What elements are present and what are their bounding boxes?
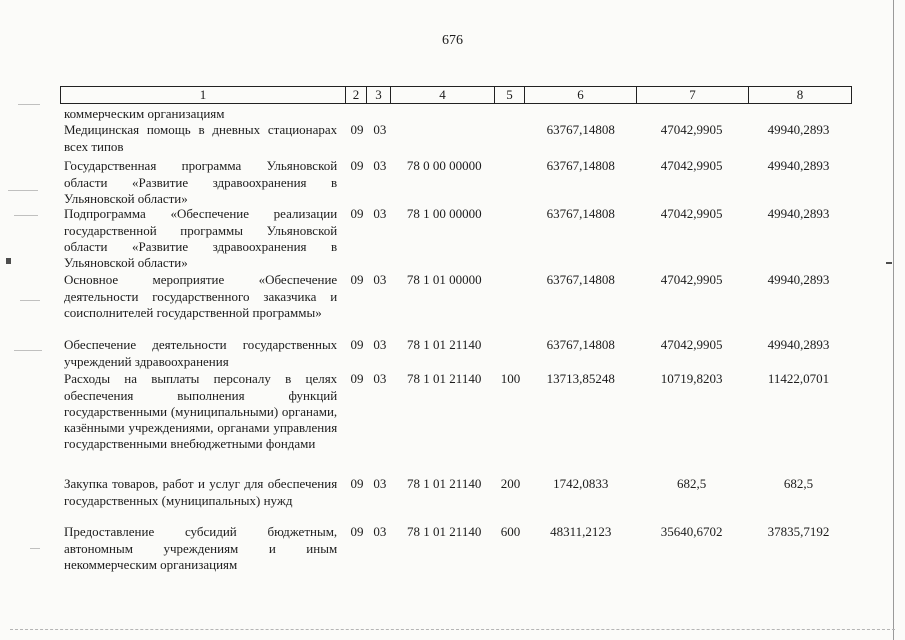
page-edge-bottom [10, 629, 895, 631]
row-rz: 09 [350, 337, 364, 353]
scan-artifact [14, 350, 42, 351]
table-row [60, 106, 850, 122]
row-pr: 03 [373, 524, 387, 540]
row-value-8: 49940,2893 [767, 122, 830, 138]
row-pr: 03 [373, 272, 387, 288]
scan-artifact [30, 548, 40, 549]
table-row [60, 272, 850, 337]
row-pr: 03 [373, 337, 387, 353]
row-name: Медицинская помощь в дневных стационарах всех типов [64, 122, 338, 154]
header-cell: 4 [391, 87, 495, 103]
row-value-7: 47042,9905 [660, 122, 723, 138]
row-value-8: 682,5 [783, 476, 814, 492]
header-cell: 3 [367, 87, 391, 103]
row-pr: 03 [373, 158, 387, 174]
row-value-8: 37835,7192 [767, 524, 830, 540]
row-value-6: 63767,14808 [546, 206, 615, 222]
row-value-8: 11422,0701 [767, 371, 830, 387]
row-value-6: 63767,14808 [546, 272, 615, 288]
row-rz: 09 [350, 206, 364, 222]
table-row [60, 337, 850, 369]
row-value-8: 49940,2893 [767, 158, 830, 174]
row-value-7: 47042,9905 [660, 272, 723, 288]
row-csr: 78 1 01 21140 [407, 371, 482, 387]
row-pr: 03 [373, 122, 387, 138]
table-row [60, 122, 850, 154]
row-name: коммерческим организациям [64, 106, 225, 121]
row-name: Закупка товаров, работ и услуг для обеспечения государственных (муниципальных) нужд [64, 476, 338, 508]
row-rz: 09 [350, 122, 364, 138]
row-rz: 09 [350, 158, 364, 174]
row-value-8: 49940,2893 [767, 272, 830, 288]
row-value-8: 49940,2893 [767, 337, 830, 353]
row-value-6: 48311,2123 [550, 524, 612, 540]
row-value-6: 1742,0833 [553, 476, 609, 492]
header-cell: 1 [61, 87, 346, 103]
header-cell: 7 [637, 87, 749, 103]
table-row [60, 371, 850, 476]
row-pr: 03 [373, 371, 387, 387]
scan-artifact [20, 300, 40, 301]
header-cell: 6 [525, 87, 637, 103]
row-vr: 600 [500, 524, 521, 540]
row-name: Подпрограмма «Обеспечение реализации государственной программы Ульяновской области «Развитие здравоохранения в Ульяновской области» [64, 206, 338, 271]
row-value-7: 47042,9905 [660, 206, 723, 222]
table-row [60, 158, 850, 206]
row-value-6: 63767,14808 [546, 158, 615, 174]
scan-artifact [18, 104, 40, 105]
row-csr: 78 1 01 21140 [407, 337, 482, 353]
row-vr: 100 [500, 371, 521, 387]
row-value-8: 49940,2893 [767, 206, 830, 222]
budget-table [60, 106, 850, 574]
header-cell: 8 [796, 87, 804, 102]
header-cell: 2 [346, 87, 367, 103]
page-number: 676 [442, 33, 463, 48]
row-name: Основное мероприятие «Обеспечение деятельности государственного заказчика и соисполнителей государственной программы» [64, 272, 338, 320]
row-rz: 09 [350, 476, 364, 492]
row-value-7: 10719,8203 [660, 371, 723, 387]
row-name: Обеспечение деятельности государственных учреждений здравоохранения [64, 337, 338, 369]
row-name: Предоставление субсидий бюджетным, автономным учреждениям и иным некоммерческим организациям [64, 524, 338, 572]
row-value-7: 47042,9905 [660, 158, 723, 174]
row-name: Расходы на выплаты персоналу в целях обеспечения выполнения функций государственными (муниципальными) органами, казёнными учреждениями, органами управления государственными внебюджетными фондами [64, 371, 338, 452]
row-pr: 03 [373, 206, 387, 222]
scan-artifact [14, 215, 38, 216]
row-csr: 78 1 01 21140 [407, 476, 482, 492]
row-csr: 78 1 00 00000 [406, 206, 482, 222]
row-csr: 78 1 01 21140 [407, 524, 482, 540]
table-row [60, 524, 850, 574]
table-row [60, 476, 850, 524]
row-name: Государственная программа Ульяновской области «Развитие здравоохранения в Ульяновской области» [64, 158, 338, 206]
table-row [60, 206, 850, 272]
row-value-6: 13713,85248 [546, 371, 615, 387]
row-value-6: 63767,14808 [546, 122, 615, 138]
row-csr: 78 1 01 00000 [406, 272, 482, 288]
row-value-7: 682,5 [677, 476, 707, 492]
row-vr: 200 [500, 476, 521, 492]
page-edge-right [893, 0, 894, 640]
row-value-6: 63767,14808 [546, 337, 615, 353]
row-rz: 09 [350, 371, 364, 387]
row-pr: 03 [373, 476, 387, 492]
header-cell: 5 [495, 87, 525, 103]
row-value-7: 35640,6702 [660, 524, 723, 540]
scan-artifact [886, 262, 892, 264]
row-rz: 09 [350, 272, 364, 288]
row-value-7: 47042,9905 [660, 337, 723, 353]
table-header-row [60, 86, 852, 104]
scan-artifact [6, 258, 11, 264]
row-csr: 78 0 00 00000 [406, 158, 482, 174]
row-rz: 09 [350, 524, 364, 540]
scan-artifact [8, 190, 38, 191]
